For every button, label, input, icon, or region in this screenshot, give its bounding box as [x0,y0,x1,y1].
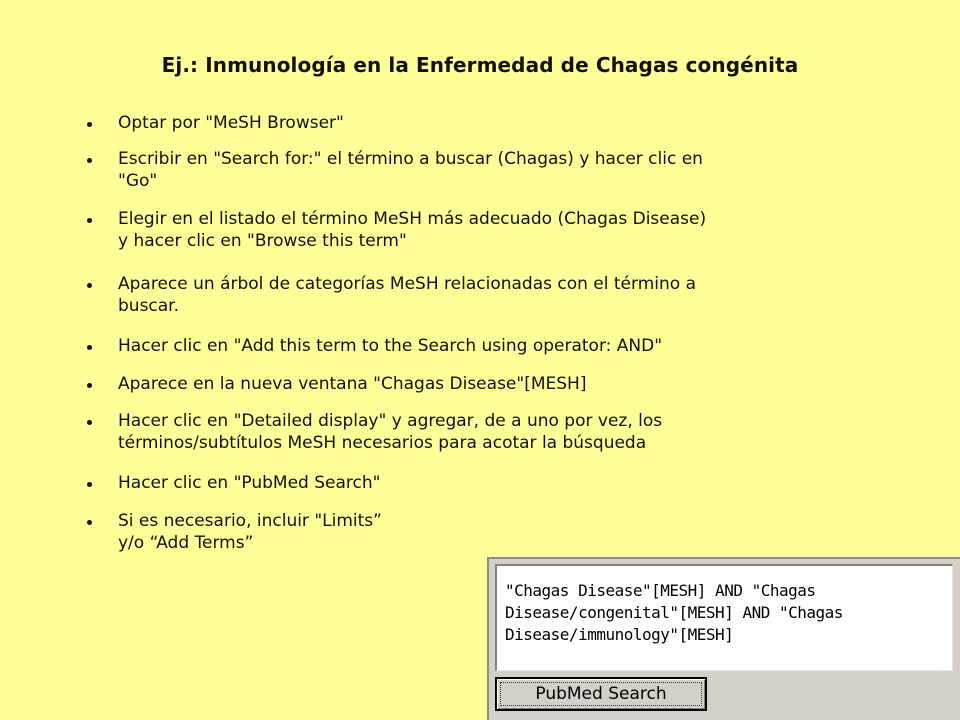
list-item-text: Hacer clic en "Detailed display" y agregar, de a uno por vez, los términos/subtítulos MeSH necesarios para acotar la búsqueda [118,411,663,453]
list-item [118,410,878,454]
list-item [118,510,878,554]
list-item-text: Hacer clic en "Add this term to the Search using operator: AND" [118,336,663,356]
bullet-icon [87,383,92,388]
list-item [118,112,878,134]
list-item-text: Elegir en el listado el término MeSH más adecuado (Chagas Disease) y hacer clic en "Browse this term" [118,209,707,251]
list-item-text: Hacer clic en "PubMed Search" [118,473,381,493]
search-query-textarea[interactable]: "Chagas Disease"[MESH] AND "Chagas Disease/congenital"[MESH] AND "Chagas Disease/immunology"[MESH] [495,564,953,671]
bullet-icon [87,122,92,127]
list-item-text: Optar por "MeSH Browser" [118,113,344,133]
bullet-icon [87,420,92,425]
bullet-icon [87,345,92,350]
slide-title: Ej.: Inmunología en la Enfermedad de Chagas congénita [161,53,799,77]
pubmed-screenshot-panel [487,557,960,720]
list-item [118,273,878,317]
bullet-icon [87,520,92,525]
bullet-icon [87,283,92,288]
bullet-icon [87,482,92,487]
bullet-icon [87,158,92,163]
bullet-icon [87,218,92,223]
pubmed-search-button[interactable] [495,677,707,711]
list-item [118,373,878,395]
pubmed-search-button-label: PubMed Search [500,682,702,706]
list-item [118,472,878,494]
list-item-text: Aparece en la nueva ventana "Chagas Disease"[MESH] [118,374,587,394]
list-item [118,208,878,252]
list-item [118,335,878,357]
list-item-text: Aparece un árbol de categorías MeSH relacionadas con el término a buscar. [118,274,696,316]
list-item-text: Escribir en "Search for:" el término a buscar (Chagas) y hacer clic en "Go" [118,149,703,191]
list-item-text: Si es necesario, incluir "Limits” y/o “Add Terms” [118,511,382,553]
list-item [118,148,878,192]
